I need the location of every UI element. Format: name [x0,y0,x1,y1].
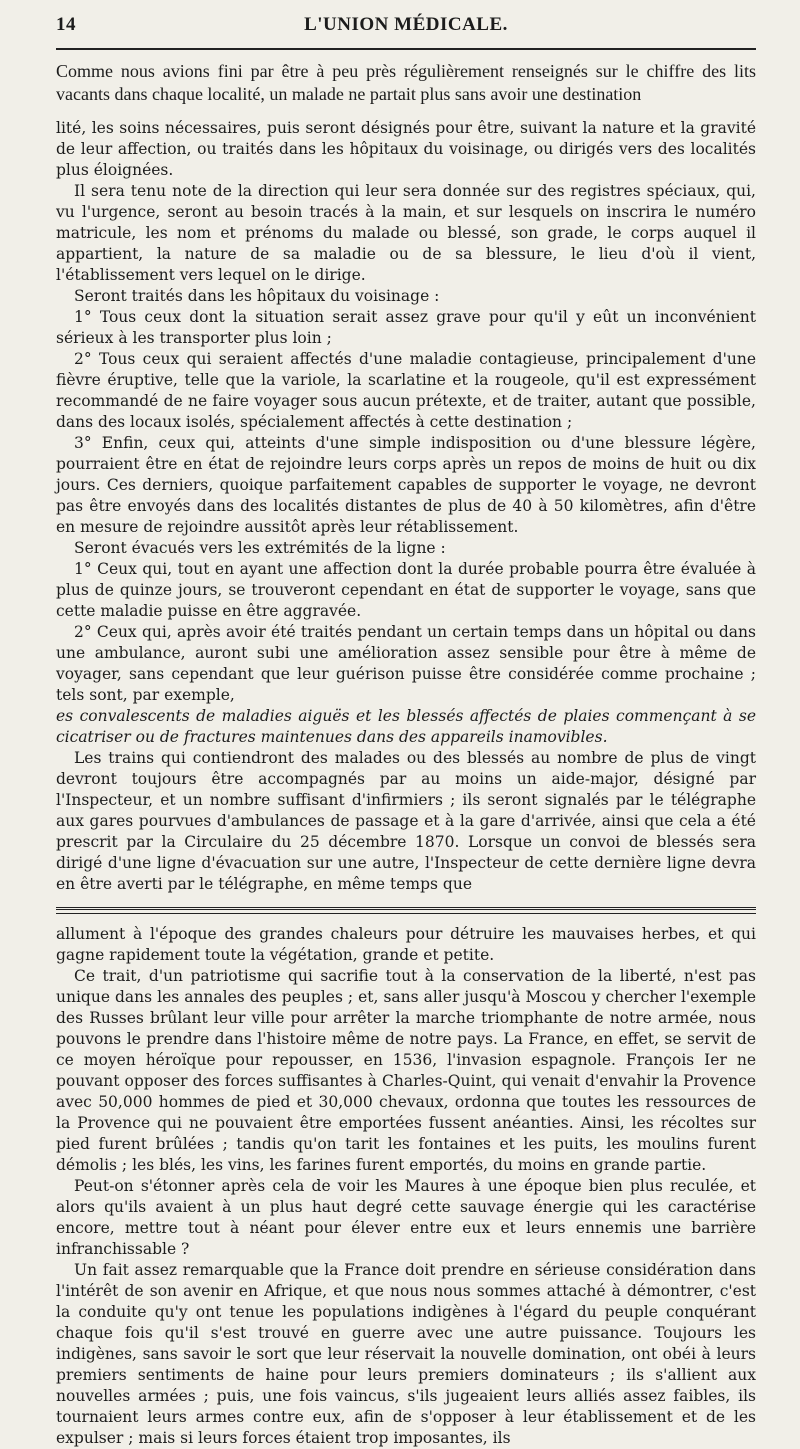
paragraph: 1° Tous ceux dont la situation serait assez grave pour qu'il y eût un inconvénient sérieux à les transporter plus loin ; [56,308,756,347]
paragraph: Seront évacués vers les extrémités de la ligne : [74,539,446,557]
section-circular [56,60,756,895]
paragraph: lité, les soins nécessaires, puis seront désignés pour être, suivant la nature et la gravité de leur affection, ou traités dans les hôpitaux du voisinage, ou dirigés vers des localités plus éloignées. [56,119,756,179]
paragraph: allument à l'époque des grandes chaleurs pour détruire les mauvaises herbes, et qui gagne rapidement toute la végétation, grande et petite. [56,925,756,964]
italic-paragraph: es convalescents de maladies aiguës et les blessés affectés de plaies commençant à se cicatriser ou de fractures maintenues dans des appareils inamovibles. [56,707,756,746]
paragraph: 2° Ceux qui, après avoir été traités pendant un certain temps dans un hôpital ou dans une ambulance, auront subi une amélioration assez sensible pour être à même de voyager, sans cependant que leur guérison puisse être considérée comme prochaine ; tels sont, par exemple, [56,623,756,704]
section-separator [56,907,756,914]
paragraph: Seront traités dans les hôpitaux du voisinage : [74,287,440,305]
paragraph: Un fait assez remarquable que la France doit prendre en sérieuse considération dans l'intérêt de son avenir en Afrique, et que nous nous sommes attaché à démontrer, c'est la conduite qu'y ont tenue les populations indigènes à l'égard du peuple conquérant chaque fois qu'il s'est trouvé en guerre avec une autre puissance. Toujours les indigènes, sans savoir le sort que leur réservait la nouvelle domination, ont obéi à leurs premiers sentiments de haine pour leurs premiers dominateurs ; ils s'allient aux nouvelles armées ; puis, une fois vaincus, s'ils jugeaient leurs alliés assez faibles, ils tournaient leurs armes contre eux, afin de s'opposer à leur établissement et de les expulser ; mais si leurs forces étaient trop imposantes, ils [56,1261,756,1447]
header-rule [56,48,756,50]
paragraph: Ce trait, d'un patriotisme qui sacrifie tout à la conservation de la liberté, n'est pas unique dans les annales des peuples ; et, sans aller jusqu'à Moscou y chercher l'exemple des Russes brûlant leur ville pour arrêter la marche triomphante de notre armée, nous pouvons le prendre dans l'histoire même de notre pays. La France, en effet, se servit de ce moyen héroïque pour repousser, en 1536, l'invasion espagnole. François Ier ne pouvant opposer des forces suffisantes à Charles-Quint, qui venait d'envahir la Provence avec 50,000 hommes de pied et 30,000 chevaux, ordonna que toutes les ressources de la Provence qui ne pouvaient être emportées fussent anéanties. Ainsi, les récoltes sur pied furent brûlées ; tandis qu'on tarit les fontaines et les puits, les moulins furent démolis ; les blés, les vins, les farines furent emportés, du moins en grande partie. [56,967,756,1174]
page-number: 14 [56,14,76,35]
paragraph: 3° Enfin, ceux qui, atteints d'une simple indisposition ou d'une blessure légère, pourraient être en état de rejoindre leurs corps après un repos de moins de huit ou dix jours. Ces derniers, quoique parfaitement capables de supporter le voyage, ne devront pas être envoyés dans des localités distantes de plus de 40 à 50 kilomètres, afin d'être en mesure de rejoindre aussitôt après leur rétablissement. [56,434,756,536]
paragraph: Il sera tenu note de la direction qui leur sera donnée sur des registres spéciaux, qui, vu l'urgence, seront au besoin tracés à la main, et sur lesquels on inscrira le numéro matricule, les nom et prénoms du malade ou blessé, son grade, le corps auquel il appartient, la nature de sa maladie ou de sa blessure, le lieu d'où il vient, l'établissement vers lequel on le dirige. [56,182,756,284]
journal-title: L'UNION MÉDICALE. [304,14,508,35]
section-feuilleton [56,924,756,1449]
paragraph: 2° Tous ceux qui seraient affectés d'une maladie contagieuse, principalement d'une fièvre éruptive, telle que la variole, la scarlatine et la rougeole, qu'il est expressément recommandé de ne faire voyager sous aucun prétexte, et de traiter, autant que possible, dans des locaux isolés, spécialement affectés à cette destination ; [56,350,756,431]
paragraph: Peut-on s'étonner après cela de voir les Maures à une époque bien plus reculée, et alors qu'ils avaient à un plus haut degré cette sauvage énergie qui les caractérise encore, mettre tout à néant pour élever entre eux et leurs ennemis une barrière infranchissable ? [56,1177,756,1258]
page-header [56,14,756,46]
lead-paragraph: Comme nous avions fini par être à peu près régulièrement renseignés sur le chiffre des lits vacants dans chaque localité, un malade ne partait plus sans avoir une destination [56,61,756,104]
paragraph: 1° Ceux qui, tout en ayant une affection dont la durée probable pourra être évaluée à plus de quinze jours, se trouveront cependant en état de supporter le voyage, sans que cette maladie puisse en être aggravée. [56,560,756,620]
paragraph: Les trains qui contiendront des malades ou des blessés au nombre de plus de vingt devront toujours être accompagnés par au moins un aide-major, désigné par l'Inspecteur, et un nombre suffisant d'infirmiers ; ils seront signalés par le télégraphe aux gares pourvues d'ambulances de passage et à la gare d'arrivée, ainsi que cela a été prescrit par la Circulaire du 25 décembre 1870. Lorsque un convoi de blessés sera dirigé d'une ligne d'évacuation sur une autre, l'Inspecteur de cette dernière ligne devra en être averti par le télégraphe, en même temps que [56,749,756,893]
